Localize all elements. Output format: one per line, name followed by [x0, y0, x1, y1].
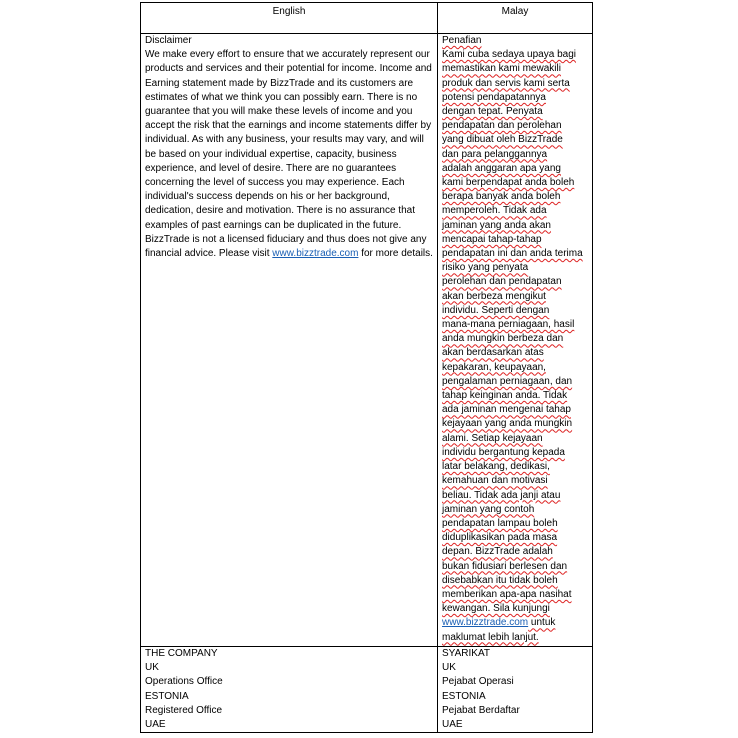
malay-disclaimer-line: kejayaan yang anda mungkin	[442, 418, 573, 430]
english-disclaimer-body	[145, 49, 433, 259]
malay-company-line: Pejabat Operasi	[442, 676, 514, 688]
english-company-line: UAE	[145, 719, 166, 731]
malay-disclaimer-line: adalah anggaran apa yang	[442, 162, 561, 174]
malay-disclaimer-line: akan berbeza mengikut	[442, 290, 546, 302]
english-company-line: Operations Office	[145, 676, 223, 688]
english-column-header: English	[141, 3, 438, 34]
malay-disclaimer-body	[442, 48, 588, 616]
english-company-line: ESTONIA	[145, 690, 189, 702]
malay-website-link[interactable]: www.bizztrade.com	[442, 617, 529, 629]
malay-disclaimer-line: jaminan yang contoh	[442, 503, 535, 515]
malay-disclaimer-line: beliau. Tidak ada janji atau	[442, 489, 561, 501]
malay-disclaimer-line: yang dibuat oleh BizzTrade	[442, 134, 563, 146]
english-company-line: UK	[145, 662, 159, 674]
english-disclaimer-title: Disclaimer	[145, 35, 192, 46]
malay-disclaimer-line: anda mungkin berbeza dan	[442, 333, 564, 345]
malay-disclaimer-line: kami berpendapat anda boleh	[442, 177, 575, 189]
malay-disclaimer-line: kemahuan dan motivasi	[442, 475, 548, 487]
malay-disclaimer-line: pendapatan lampau boleh	[442, 517, 558, 529]
malay-disclaimer-line: individu. Seperti dengan	[442, 304, 550, 316]
malay-disclaimer-line: latar belakang, dedikasi,	[442, 461, 550, 473]
malay-disclaimer-line: potensi pendapatannya	[442, 91, 546, 103]
malay-disclaimer-line: pendapatan ini dan anda terima	[442, 248, 583, 260]
malay-disclaimer-line: memastikan kami mewakili	[442, 63, 561, 75]
malay-disclaimer-line: mana-mana perniagaan, hasil	[442, 319, 575, 331]
malay-disclaimer-line: pengalaman perniagaan, dan	[442, 375, 573, 387]
malay-disclaimer-line: disebabkan itu tidak boleh	[442, 574, 558, 586]
malay-company-line: UK	[442, 662, 456, 674]
english-company-list	[145, 647, 433, 732]
malay-disclaimer-line: dengan tepat. Penyata	[442, 106, 543, 118]
translation-table	[140, 2, 593, 733]
malay-disclaimer-line: kewangan. Sila kunjungi	[442, 603, 550, 615]
malay-disclaimer-line: Kami cuba sedaya upaya bagi	[442, 49, 576, 61]
malay-disclaimer-line: risiko yang penyata	[442, 262, 529, 274]
malay-disclaimer-last-line: maklumat lebih lanjut.	[442, 631, 539, 643]
malay-disclaimer-line: alami. Setiap kejayaan	[442, 432, 543, 444]
english-company-line: THE COMPANY	[145, 648, 218, 659]
malay-disclaimer-line: bukan fidusiari berlesen dan	[442, 560, 568, 572]
malay-company-line: Pejabat Berdaftar	[442, 704, 520, 716]
malay-disclaimer-line: memberikan apa-apa nasihat	[442, 588, 572, 600]
malay-disclaimer-line: kepakaran, keupayaan,	[442, 361, 546, 373]
malay-disclaimer-title: Penafian	[442, 35, 482, 46]
malay-disclaimer-line: perolehan dan pendapatan	[442, 276, 562, 288]
malay-disclaimer-line: pendapatan dan perolehan	[442, 120, 562, 132]
english-disclaimer-text: We make every effort to ensure that we accurately represent our products and services and their potential for income. Income and Earning statement made by BizzTrade and its customers are estimates of what we think you can possibly earn. There is no guarantee that you will make these levels of income and you accept the risk that the earnings and income statements differ by individual. As with any business, your results may vary, and will be based on your individual expertise, capacity, business experience, and level of desire. There are no guarantees concerning the level of success you may experience. Each individual's success depends on his or her background, dedication, desire and motivation. There is no assurance that examples of past earnings can be duplicated in the future. BizzTrade is not a licensed fiduciary and thus does not give any financial advice. Please visit	[145, 49, 432, 260]
malay-disclaimer-line: depan. BizzTrade adalah	[442, 546, 553, 558]
malay-column-header: Malay	[438, 3, 593, 34]
malay-disclaimer-line: tahap keinginan anda. Tidak	[442, 390, 568, 402]
english-disclaimer-text-end: for more details.	[358, 248, 433, 260]
malay-company-cell	[438, 647, 593, 733]
malay-disclaimer-line: ada jaminan mengenai tahap	[442, 404, 571, 416]
malay-company-line: SYARIKAT	[442, 648, 490, 659]
malay-disclaimer-line: individu bergantung kepada	[442, 446, 565, 458]
english-company-cell	[141, 647, 438, 733]
malay-disclaimer-line: memperoleh. Tidak ada	[442, 205, 547, 217]
malay-disclaimer-line: akan berdasarkan atas	[442, 347, 544, 359]
malay-disclaimer-line: dan para pelanggannya	[442, 148, 548, 160]
english-company-line: Registered Office	[145, 704, 223, 716]
malay-disclaimer-line: produk dan servis kami serta	[442, 77, 570, 89]
english-disclaimer-cell	[141, 34, 438, 647]
malay-disclaimer-line: jaminan yang anda akan	[442, 219, 551, 231]
malay-disclaimer-line: berapa banyak anda boleh	[442, 191, 561, 203]
malay-company-line: UAE	[442, 719, 463, 731]
malay-disclaimer-line: mencapai tahap-tahap	[442, 233, 542, 245]
company-row	[141, 647, 593, 733]
disclaimer-row	[141, 34, 593, 647]
malay-link-suffix: untuk	[528, 617, 556, 629]
malay-company-list	[442, 647, 588, 732]
english-website-link[interactable]: www.bizztrade.com	[272, 248, 359, 260]
header-row	[141, 3, 593, 34]
malay-disclaimer-cell	[438, 34, 593, 647]
malay-disclaimer-line: diduplikasikan pada masa	[442, 532, 558, 544]
malay-company-line: ESTONIA	[442, 690, 486, 702]
